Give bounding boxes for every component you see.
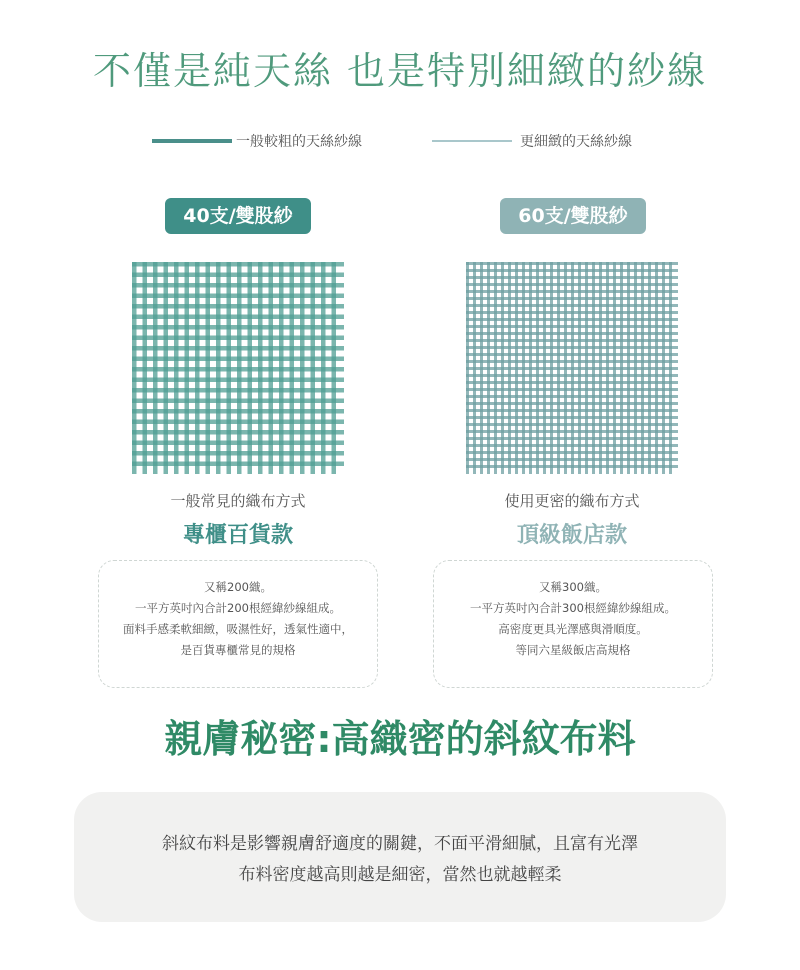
weft-thread [466,402,678,405]
right-weave-svg [466,262,678,474]
weft-thread [466,388,678,391]
warp-thread [634,262,637,474]
weft-thread [466,409,678,412]
left-info-box [98,560,378,688]
right-model: 頂級飯店款 [516,523,627,548]
right-info-box [433,560,713,688]
left-spec-tag: 40支/雙股紗 [165,198,311,234]
left-model: 專櫃百貨款 [182,523,293,548]
left-weave-svg [132,262,344,474]
warp-thread [332,262,337,474]
warp-thread [655,262,658,474]
right-info-line: 一平方英吋內合計300根經緯紗線組成。 [470,601,676,615]
warp-thread [662,262,665,474]
legend [0,128,800,152]
warp-thread [613,262,616,474]
warp-thread [571,262,574,474]
warp-thread [627,262,630,474]
weft-thread [466,374,678,377]
weft-thread [466,423,678,426]
description-panel [74,792,726,922]
left-info-line: 是百貨專櫃常見的規格 [180,643,296,657]
warp-thread [578,262,581,474]
weft-thread [132,462,344,467]
page-title: 不僅是純天絲 也是特別細緻的紗線 [92,49,708,93]
warp-thread [311,262,316,474]
weft-thread [466,381,678,384]
warp-thread [641,262,644,474]
right-info-line: 又稱300織。 [539,580,607,594]
left-weave-pattern [132,262,344,474]
description-line: 斜紋布料是影響親膚舒適度的關鍵，不面平滑細膩，且富有光澤 [162,834,638,854]
warp-thread [669,262,672,474]
left-info-line: 面料手感柔軟細緻，吸濕性好，透氣性適中， [123,622,353,636]
weft-thread [466,458,678,461]
left-subtitle: 一般常見的織布方式 [170,492,306,510]
right-info-line: 高密度更具光澤感與滑順度。 [498,622,648,636]
warp-thread [648,262,651,474]
warp-thread [620,262,623,474]
legend-fine-label: 更細緻的天絲紗線 [520,134,632,150]
weft-thread [466,430,678,433]
right-spec-tag: 60支/雙股紗 [500,198,646,234]
right-subtitle: 使用更密的織布方式 [504,492,640,510]
warp-thread [592,262,595,474]
left-info-line: 又稱200織。 [204,580,272,594]
weft-thread [466,437,678,440]
right-weave-pattern [466,262,678,474]
warp-thread [606,262,609,474]
legend-thick-label: 一般較粗的天絲紗線 [236,134,362,150]
warp-thread [599,262,602,474]
weft-thread [466,444,678,447]
weft-thread [466,465,678,468]
legend-thick-line [152,139,232,143]
warp-thread [321,262,326,474]
weft-thread [132,451,344,456]
weft-thread [466,416,678,419]
right-info-line: 等同六星級飯店高規格 [515,643,631,657]
weft-thread [466,451,678,454]
weft-thread [466,395,678,398]
description-line: 布料密度越高則越是細密，當然也就越輕柔 [238,865,562,885]
legend-fine-line [432,140,512,142]
left-info-line: 一平方英吋內合計200根經緯紗線組成。 [135,601,341,615]
warp-thread [585,262,588,474]
section-heading: 親膚秘密:高織密的斜紋布料 [164,717,636,761]
